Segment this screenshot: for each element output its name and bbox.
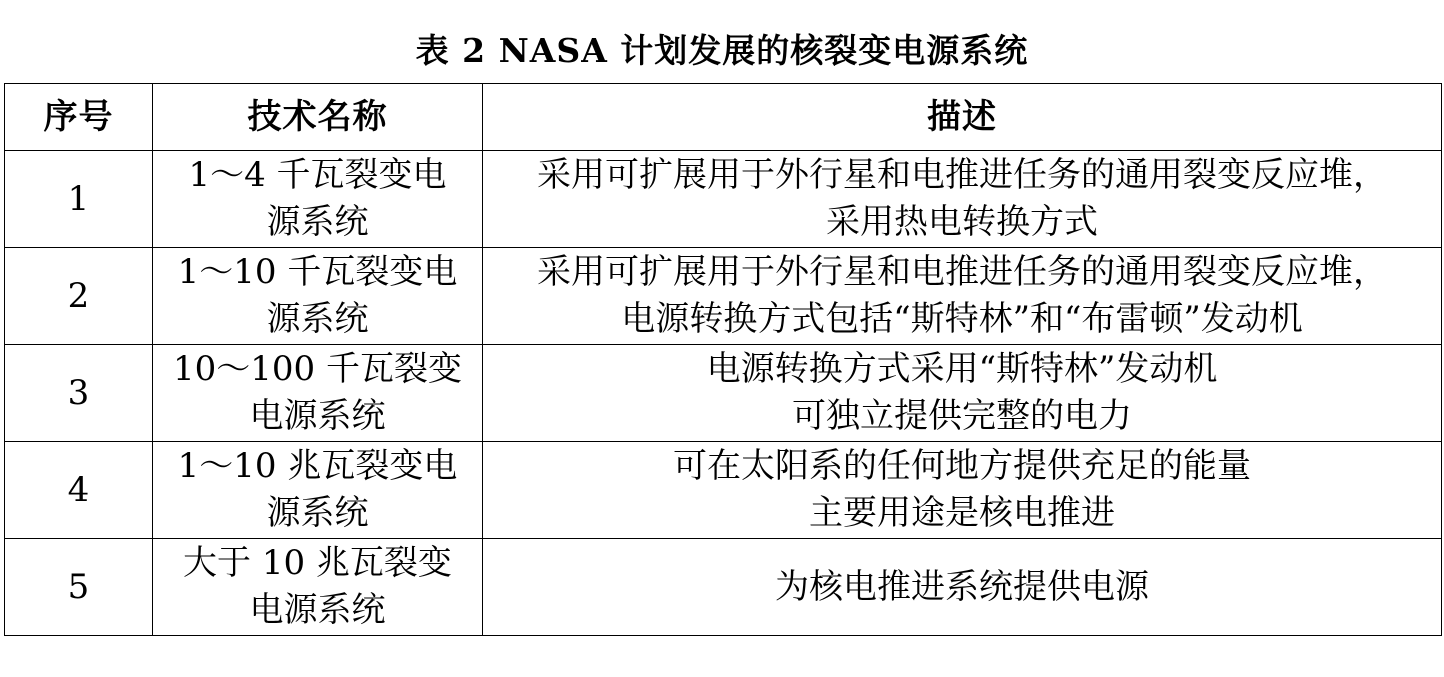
description-line: 电源转换方式包括“斯特林”和“布雷顿”发动机 — [621, 299, 1303, 339]
table-header-row — [5, 84, 1442, 151]
description-cell — [483, 539, 1442, 636]
tech-name-line: 电源系统 — [249, 590, 386, 630]
description-line: 主要用途是核电推进 — [809, 493, 1115, 533]
row-index-cell: 1 — [5, 151, 153, 248]
table-caption: 表 2 NASA 计划发展的核裂变电源系统 — [415, 31, 1029, 70]
tech-name-cell — [153, 248, 483, 345]
header-tech-name: 技术名称 — [153, 84, 483, 151]
description-line: 采用热电转换方式 — [826, 202, 1098, 242]
tech-name-cell — [153, 539, 483, 636]
row-index-cell: 3 — [5, 345, 153, 442]
table-row — [5, 442, 1442, 539]
tech-name-line: 1～4 千瓦裂变电 — [188, 155, 447, 195]
tech-name-line: 1～10 兆瓦裂变电 — [177, 446, 458, 486]
description-cell — [483, 151, 1442, 248]
description-line: 为核电推进系统提供电源 — [775, 566, 1149, 607]
tech-name-line: 大于 10 兆瓦裂变 — [183, 543, 452, 583]
header-description: 描述 — [483, 84, 1442, 151]
tech-name-line: 1～10 千瓦裂变电 — [177, 252, 458, 292]
table-row — [5, 248, 1442, 345]
tech-name-line: 电源系统 — [249, 396, 386, 436]
description-cell — [483, 442, 1442, 539]
nuclear-fission-power-table — [4, 83, 1442, 636]
tech-name-line: 10～100 千瓦裂变 — [173, 349, 462, 389]
row-index-cell: 4 — [5, 442, 153, 539]
header-index: 序号 — [5, 84, 153, 151]
description-cell — [483, 345, 1442, 442]
description-line: 可独立提供完整的电力 — [792, 396, 1132, 436]
row-index-cell: 5 — [5, 539, 153, 636]
tech-name-line: 源系统 — [266, 493, 369, 533]
description-cell — [483, 248, 1442, 345]
tech-name-line: 源系统 — [266, 299, 369, 339]
table-row — [5, 539, 1442, 636]
tech-name-cell — [153, 151, 483, 248]
description-line: 可在太阳系的任何地方提供充足的能量 — [673, 446, 1251, 486]
description-line: 采用可扩展用于外行星和电推进任务的通用裂变反应堆， — [537, 252, 1387, 292]
table-row — [5, 345, 1442, 442]
tech-name-cell — [153, 345, 483, 442]
tech-name-line: 源系统 — [266, 202, 369, 242]
description-line: 电源转换方式采用“斯特林”发动机 — [706, 349, 1218, 389]
table-row — [5, 151, 1442, 248]
description-line: 采用可扩展用于外行星和电推进任务的通用裂变反应堆， — [537, 155, 1387, 195]
tech-name-cell — [153, 442, 483, 539]
row-index-cell: 2 — [5, 248, 153, 345]
